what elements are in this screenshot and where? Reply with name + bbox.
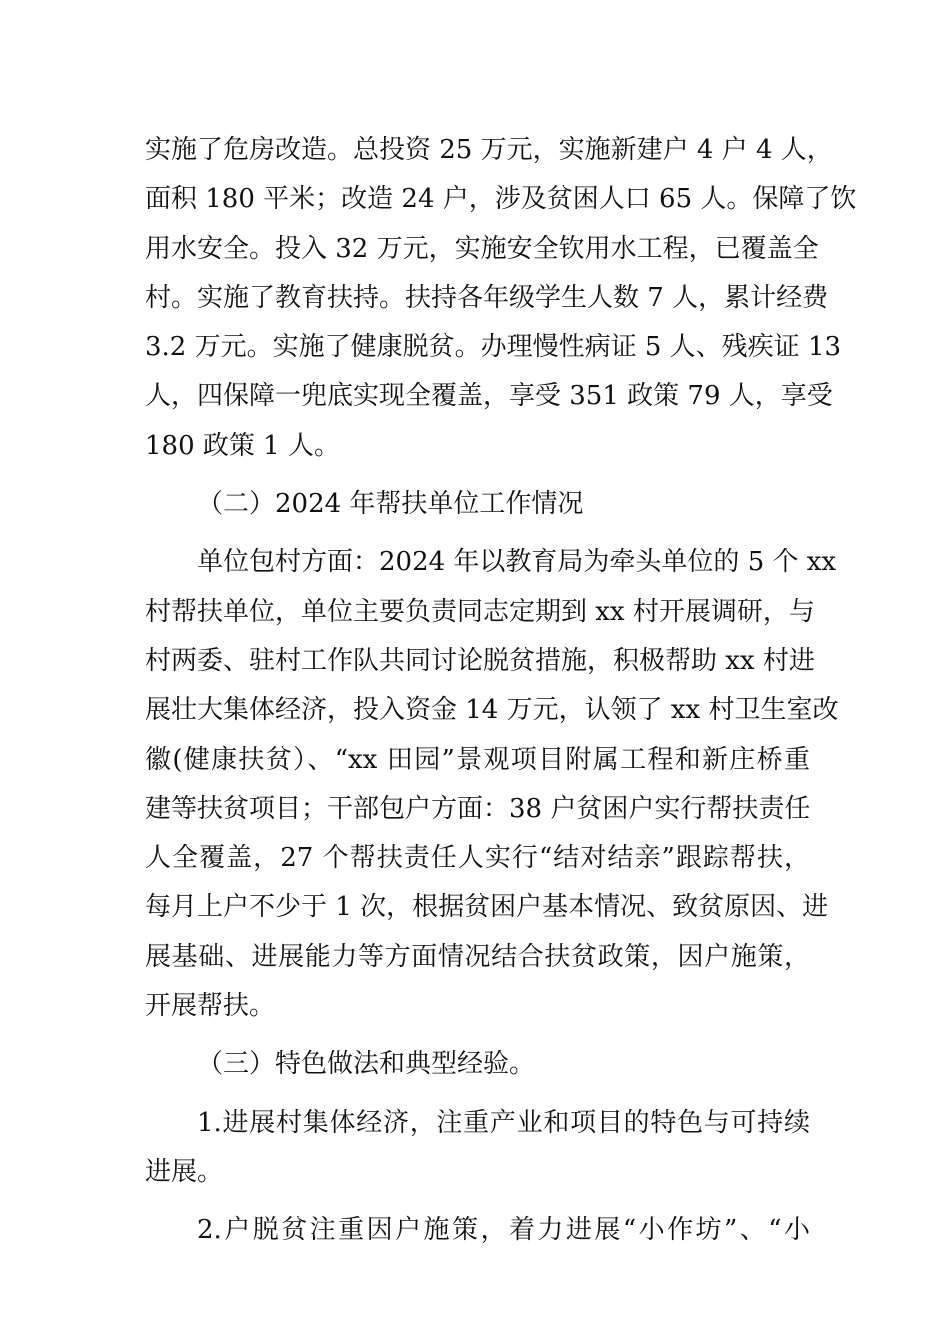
text-line: 3.2 万元。实施了健康脱贫。办理慢性病证 5 人、残疾证 13 xyxy=(145,332,842,363)
paragraph-point-1 xyxy=(145,1099,810,1198)
text-line: 单位包村方面：2024 年以教育局为牵头单位的 5 个 xx xyxy=(197,547,837,578)
text-line: 人全覆盖，27 个帮扶责任人实行“结对结亲”跟踪帮扶， xyxy=(145,843,810,874)
document-body xyxy=(145,126,857,1256)
text-line: 展壮大集体经济，投入资金 14 万元，认领了 xx 村卫生室改 xyxy=(145,695,839,726)
text-line: 建等扶贫项目；干部包户方面：38 户贫困户实行帮扶责任 xyxy=(145,793,811,824)
text-line: 人，四保障一兜底实现全覆盖，享受 351 政策 79 人，享受 xyxy=(145,381,833,412)
section-heading-text: （三）特色做法和典型经验。 xyxy=(197,1049,536,1080)
section-heading-text: （二）2024 年帮扶单位工作情况 xyxy=(197,489,584,520)
text-line: 村。实施了教育扶持。扶持各年级学生人数 7 人，累计经费 xyxy=(145,282,829,313)
section-heading-2 xyxy=(145,480,810,529)
text-line: 2.户脱贫注重因户施策，着力进展“小作坊”、“小 xyxy=(197,1215,810,1246)
text-line: 村帮扶单位，单位主要负责同志定期到 xx 村开展调研，与 xyxy=(145,596,815,627)
section-heading-3 xyxy=(145,1040,810,1089)
text-line: 1.进展村集体经济，注重产业和项目的特色与可持续 xyxy=(197,1107,810,1138)
text-line: 实施了危房改造。总投资 25 万元，实施新建户 4 户 4 人， xyxy=(145,135,833,165)
paragraph-unit-work xyxy=(145,538,839,1031)
paragraph-village-measures xyxy=(145,126,857,471)
text-line: 展基础、进展能力等方面情况结合扶贫政策，因户施策， xyxy=(145,941,810,972)
text-line: 开展帮扶。 xyxy=(145,991,276,1022)
text-line: 每月上户不少于 1 次，根据贫困户基本情况、致贫原因、进 xyxy=(145,892,829,923)
text-line: 180 政策 1 人。 xyxy=(145,430,340,461)
text-line: 进展。 xyxy=(145,1156,224,1187)
paragraph-point-2 xyxy=(145,1206,810,1255)
text-line: 村两委、驻村工作队共同讨论脱贫措施，积极帮助 xx 村进 xyxy=(145,645,815,676)
text-line: 徽(健康扶贫）、“xx 田园”景观项目附属工程和新庄桥重 xyxy=(145,744,810,775)
text-line: 面积 180 平米；改造 24 户，涉及贫困人口 65 人。保障了饮 xyxy=(145,184,857,215)
text-line: 用水安全。投入 32 万元，实施安全钦用水工程，已覆盖全 xyxy=(145,233,819,264)
